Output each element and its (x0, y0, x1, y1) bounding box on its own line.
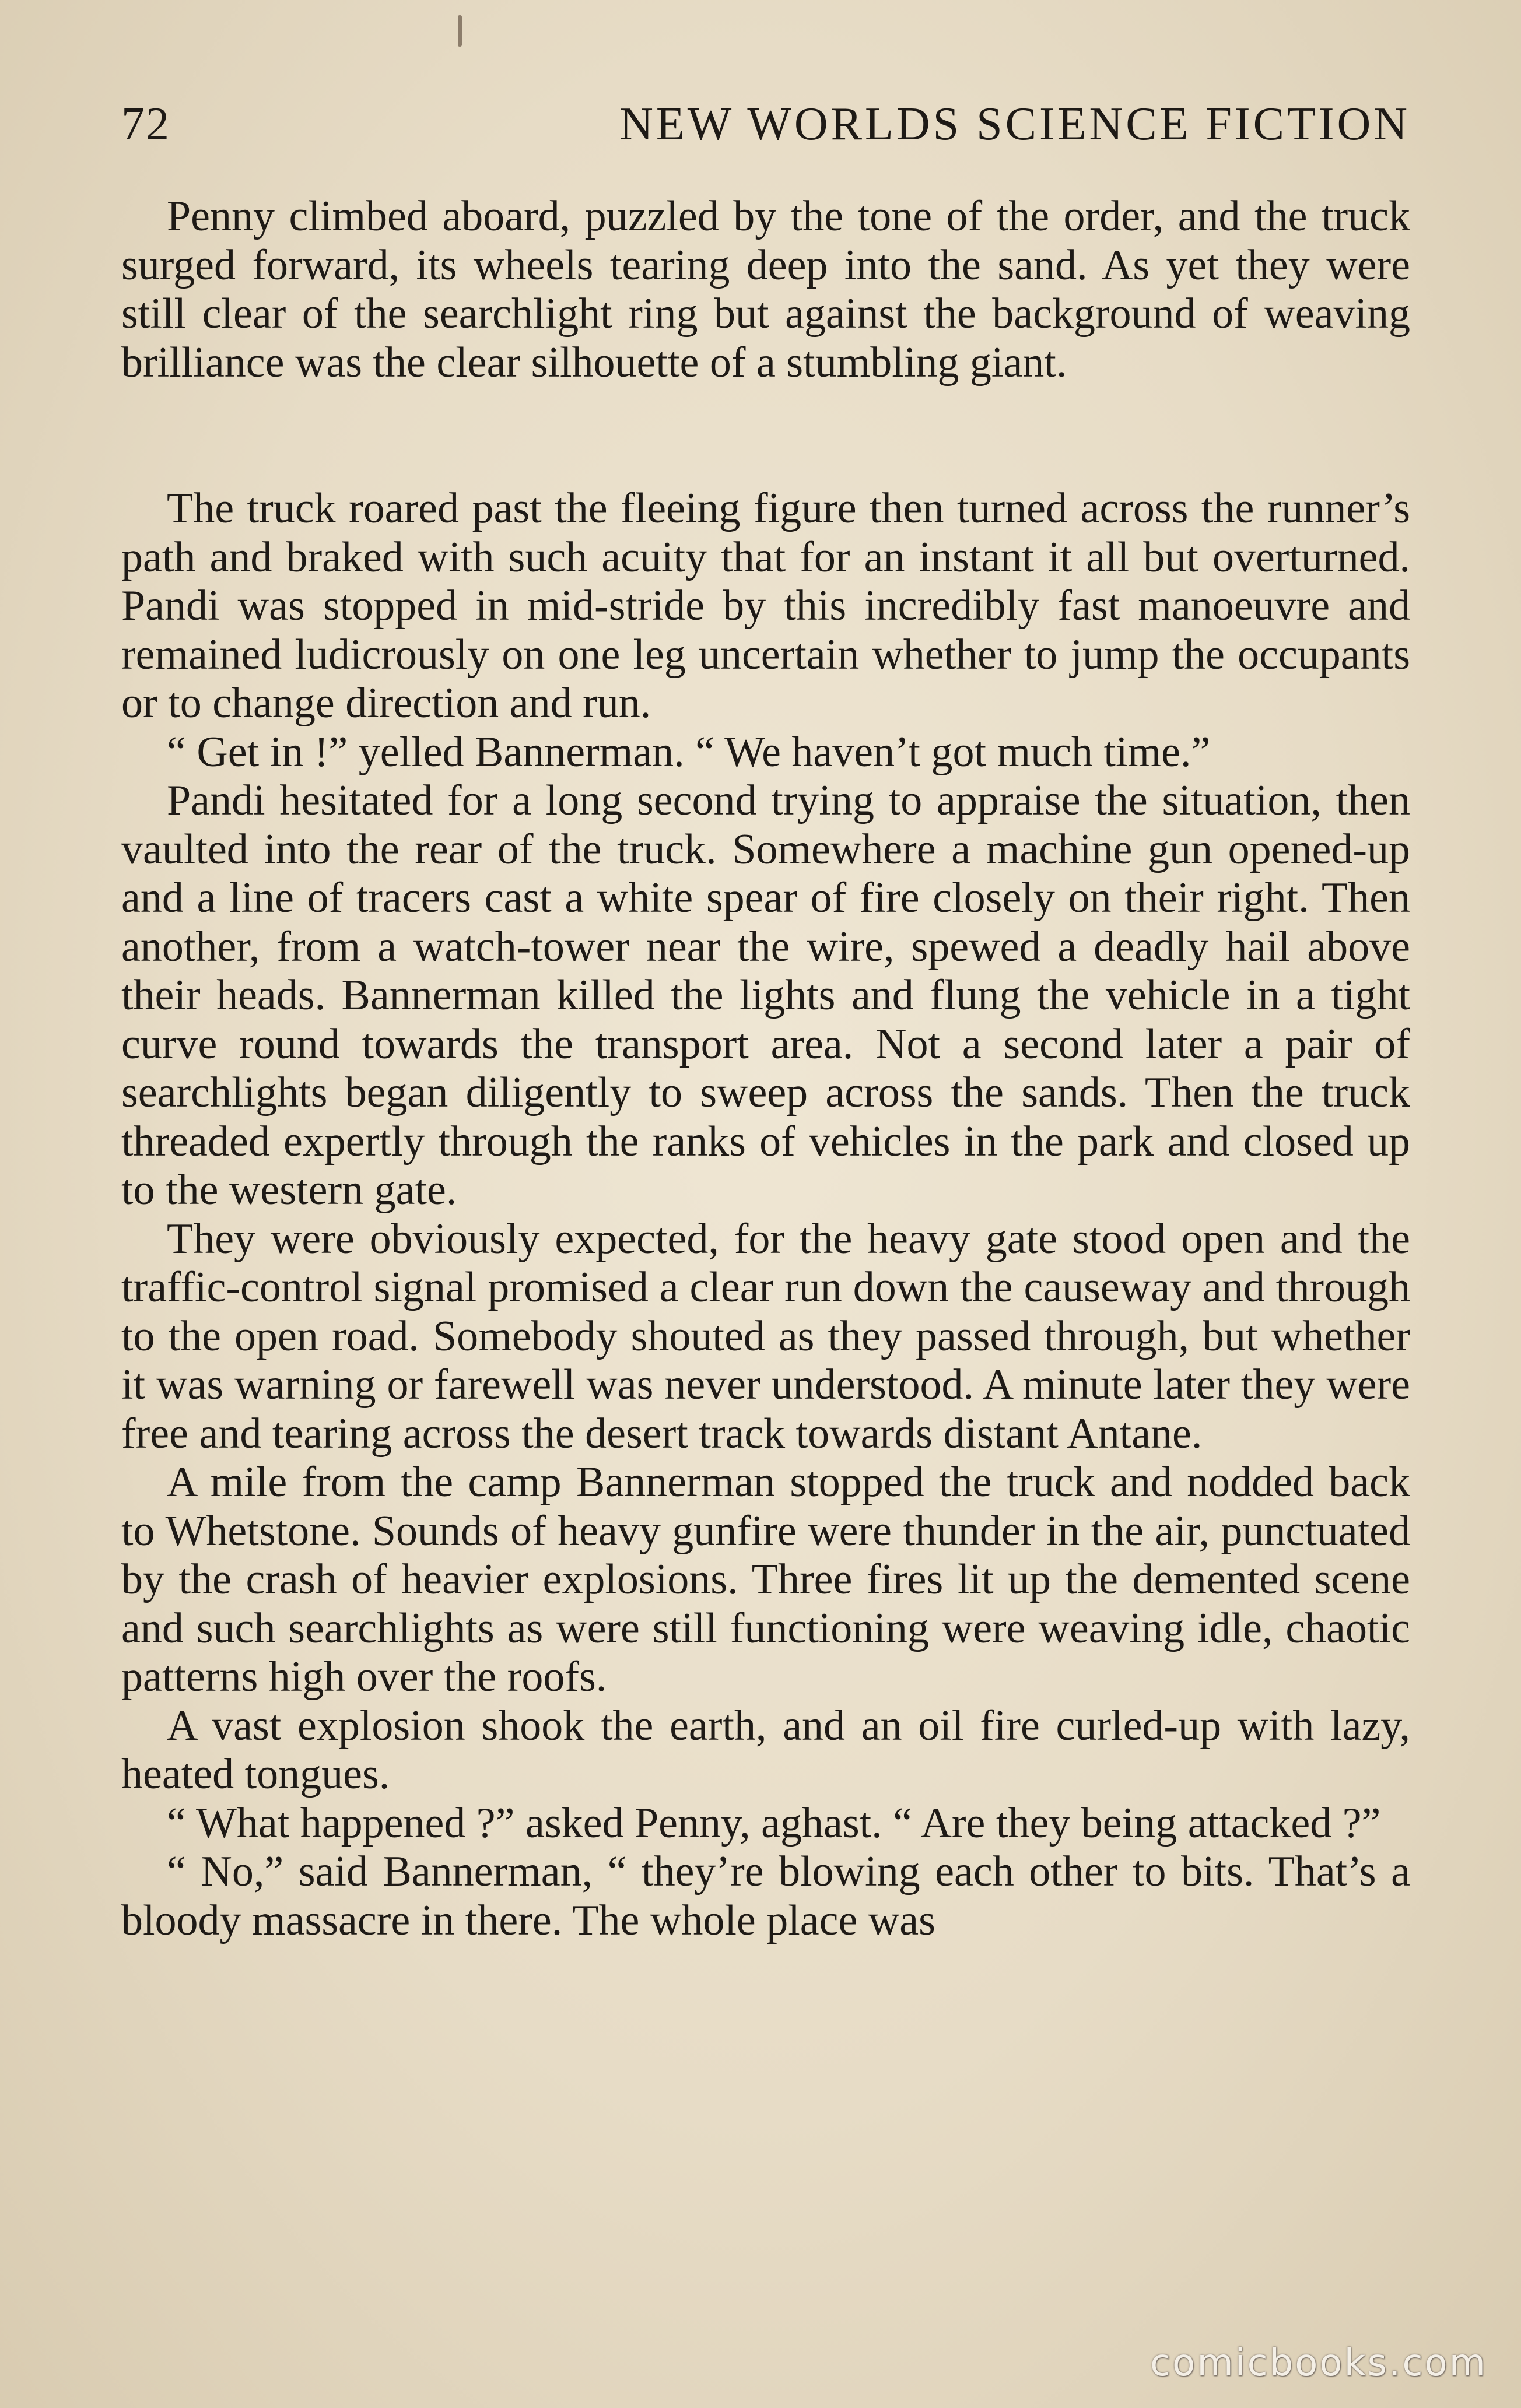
paragraph: They were obviously expected, for the heavy gate stood open and the traffic-control signal promised a clear run down the causeway and through to the open road. Somebody shouted as they passed through, but whether it was warning or farewell was never understood. A minute later they were free and tearing across the desert track towards distant Antane. (121, 1214, 1410, 1458)
paragraph: Penny climbed aboard, puzzled by the tone of the order, and the truck surged forward, its wheels tearing deep into the sand. As yet they were still clear of the searchlight ring but against the background of weaving brilliance was the clear silhouette of a stumbling giant. (121, 192, 1410, 387)
paper-crease-mark (458, 15, 462, 47)
section-break (121, 387, 1410, 485)
paragraph: A mile from the camp Bannerman stopped the truck and nodded back to Whetstone. Sounds of heavy gunfire were thunder in the air, punctuated by the crash of heavier explosions. Three fires lit up the demented scene and such searchlights as were still functioning were weaving idle, chaotic patterns high over the roofs. (121, 1458, 1410, 1701)
paragraph: Pandi hesitated for a long second trying to appraise the situation, then vaulted into the rear of the truck. Somewhere a machine gun opened-up and a line of tracers cast a white spear of fire closely on their right. Then another, from a watch-tower near the wire, spewed a deadly hail above their heads. Bannerman killed the lights and flung the vehicle in a tight curve round towards the transport area. Not a second later a pair of searchlights began diligently to sweep across the sands. Then the truck threaded expertly through the ranks of vehicles in the park and closed up to the western gate. (121, 777, 1410, 1214)
paragraph: A vast explosion shook the earth, and an oil fire curled-up with lazy, heated tongues. (121, 1701, 1410, 1798)
paragraph: “ No,” said Bannerman, “ they’re blowing each other to bits. That’s a bloody massacre in there. The whole place was (121, 1848, 1410, 1944)
paragraph: “ What happened ?” asked Penny, aghast. “ Are they being attacked ?” (167, 1799, 1381, 1847)
journal-title: NEW WORLDS SCIENCE FICTION (619, 99, 1410, 150)
body-text (121, 192, 1410, 1945)
paragraph: “ Get in !” yelled Bannerman. “ We haven’t got much time.” (167, 728, 1211, 776)
page-number: 72 (121, 99, 170, 150)
watermark: comicbooks.com (1149, 2342, 1487, 2385)
paragraph: The truck roared past the fleeing figure then turned across the runner’s path and braked with such acuity that for an instant it all but overturned. Pandi was stopped in mid-stride by this incredibly fast manoeuvre and remained ludicrously on one leg uncertain whether to jump the occupants or to change direction and run. (121, 485, 1410, 727)
running-head (121, 98, 1410, 162)
